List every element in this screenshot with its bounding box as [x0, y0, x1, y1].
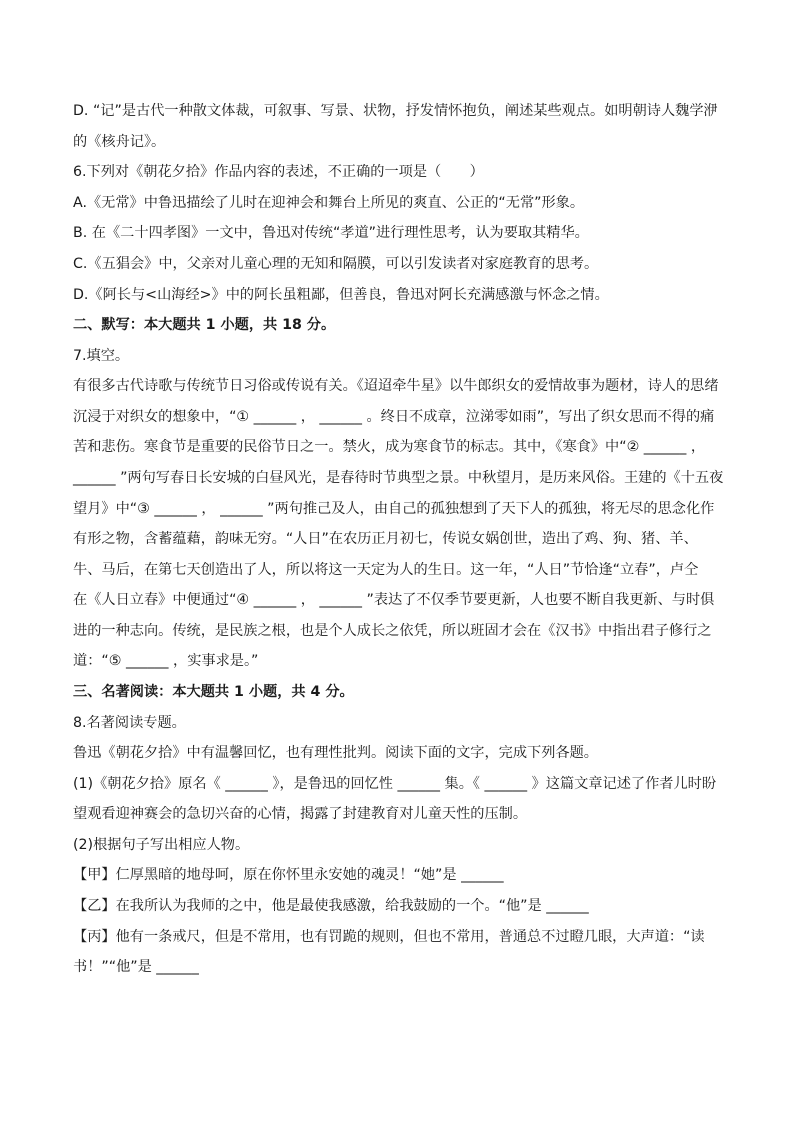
question-8-stem: 8.名著阅读专题。 [73, 715, 186, 731]
question-8-item-jia: 【甲】仁厚黑暗的地母呵，原在你怀里永安她的魂灵！“她”是 ______ [73, 867, 504, 883]
question-7-passage-line: 在《人日立春》中便通过“④ ______ ， ______ ”表达了不仅季节要更新，人也要不断自我更新、与时俱 [73, 592, 715, 608]
question-8-item-yi: 【乙】在我所认为我师的之中，他是最使我感激，给我鼓励的一个。“他”是 ______ [73, 898, 589, 914]
section-2-heading: 二、默写：本大题共 1 小题，共 18 分。 [73, 317, 336, 333]
question-8-intro: 鲁迅《朝花夕拾》中有温馨回忆，也有理性批判。阅读下面的文字，完成下列各题。 [73, 745, 598, 761]
question-7-passage-line: 进的一种志向。传统，是民族之根，也是个人成长之依凭，所以班固才会在《汉书》中指出君子修行之 [73, 623, 712, 639]
question-7-passage-line: 有形之物，含蓄蕴藉，韵味无穷。“人日”在农历正月初七，传说女娲创世，造出了鸡、狗、猪、羊、 [73, 531, 698, 547]
question-8-item-bing-line2: 书！”“他”是 ______ [73, 959, 199, 975]
section-3-heading: 三、名著阅读：本大题共 1 小题，共 4 分。 [73, 684, 354, 700]
question-7-passage-line: 苦和悲伤。寒食节是重要的民俗节日之一。禁火，成为寒食节的标志。其中，《寒食》中“② ______ ， [73, 439, 706, 455]
question-6-option-c: C.《五猖会》中，父亲对儿童心理的无知和隔膜，可以引发读者对家庭教育的思考。 [73, 256, 599, 272]
question-6-option-b: B. 在《二十四孝图》一文中，鲁迅对传统“孝道”进行理性思考，认为要取其精华。 [73, 225, 589, 241]
question-8-part-2-stem: (2)根据句子写出相应人物。 [73, 837, 250, 853]
option-d-q5-line2: 的《核舟记》。 [73, 134, 166, 150]
question-8-part-1-line2: 望观看迎神赛会的急切兴奋的心情，揭露了封建教育对儿童天性的压制。 [73, 806, 528, 822]
question-7-passage-line: ______ ”两句写春日长安城的白昼风光，是春待时节典型之景。中秋望月，是历来风俗。王建的《十五夜 [73, 470, 724, 486]
question-8-item-bing-line1: 【丙】他有一条戒尺，但是不常用，也有罚跪的规则，但也不常用，普通总不过瞪几眼，大声道：“读 [73, 929, 705, 945]
question-6-option-a: A.《无常》中鲁迅描绘了儿时在迎神会和舞台上所见的爽直、公正的“无常”形象。 [73, 195, 585, 211]
question-6-option-d: D.《阿长与<山海经>》中的阿长虽粗鄙，但善良，鲁迅对阿长充满感激与怀念之情。 [73, 287, 609, 303]
question-7-passage-line: 沉浸于对织女的想象中，“① ______ ， ______ 。终日不成章，泣涕零如雨”，写出了织女思而不得的痛 [73, 409, 715, 425]
question-7-passage-line: 望月》中“③ ______ ， ______ ”两句推己及人，由自己的孤独想到了天下人的孤独，将无尽的思念化作 [73, 501, 715, 517]
question-8-part-1-line1: (1)《朝花夕拾》原名《 ______ 》，是鲁迅的回忆性 ______ 集。《 ______ 》这篇文章记述了作者儿时盼 [73, 776, 717, 792]
question-7-passage-line: 牛、马后，在第七天创造出了人，所以将这一天定为人的生日。这一年，“人日”节恰逢“立春”，卢仝 [73, 562, 699, 578]
question-6-stem: 6.下列对《朝花夕拾》作品内容的表述，不正确的一项是（ ） [73, 164, 484, 180]
question-7-stem: 7.填空。 [73, 348, 130, 364]
question-7-passage-line: 道：“⑤ ______ ，实事求是。” [73, 653, 259, 669]
option-d-q5-line1: D. “记”是古代一种散文体裁，可叙事、写景、状物，抒发情怀抱负，阐述某些观点。如明朝诗人魏学洢 [73, 103, 718, 119]
question-7-passage-line: 有很多古代诗歌与传统节日习俗或传说有关。《迢迢牵牛星》以牛郎织女的爱情故事为题材，诗人的思绪 [73, 378, 719, 394]
